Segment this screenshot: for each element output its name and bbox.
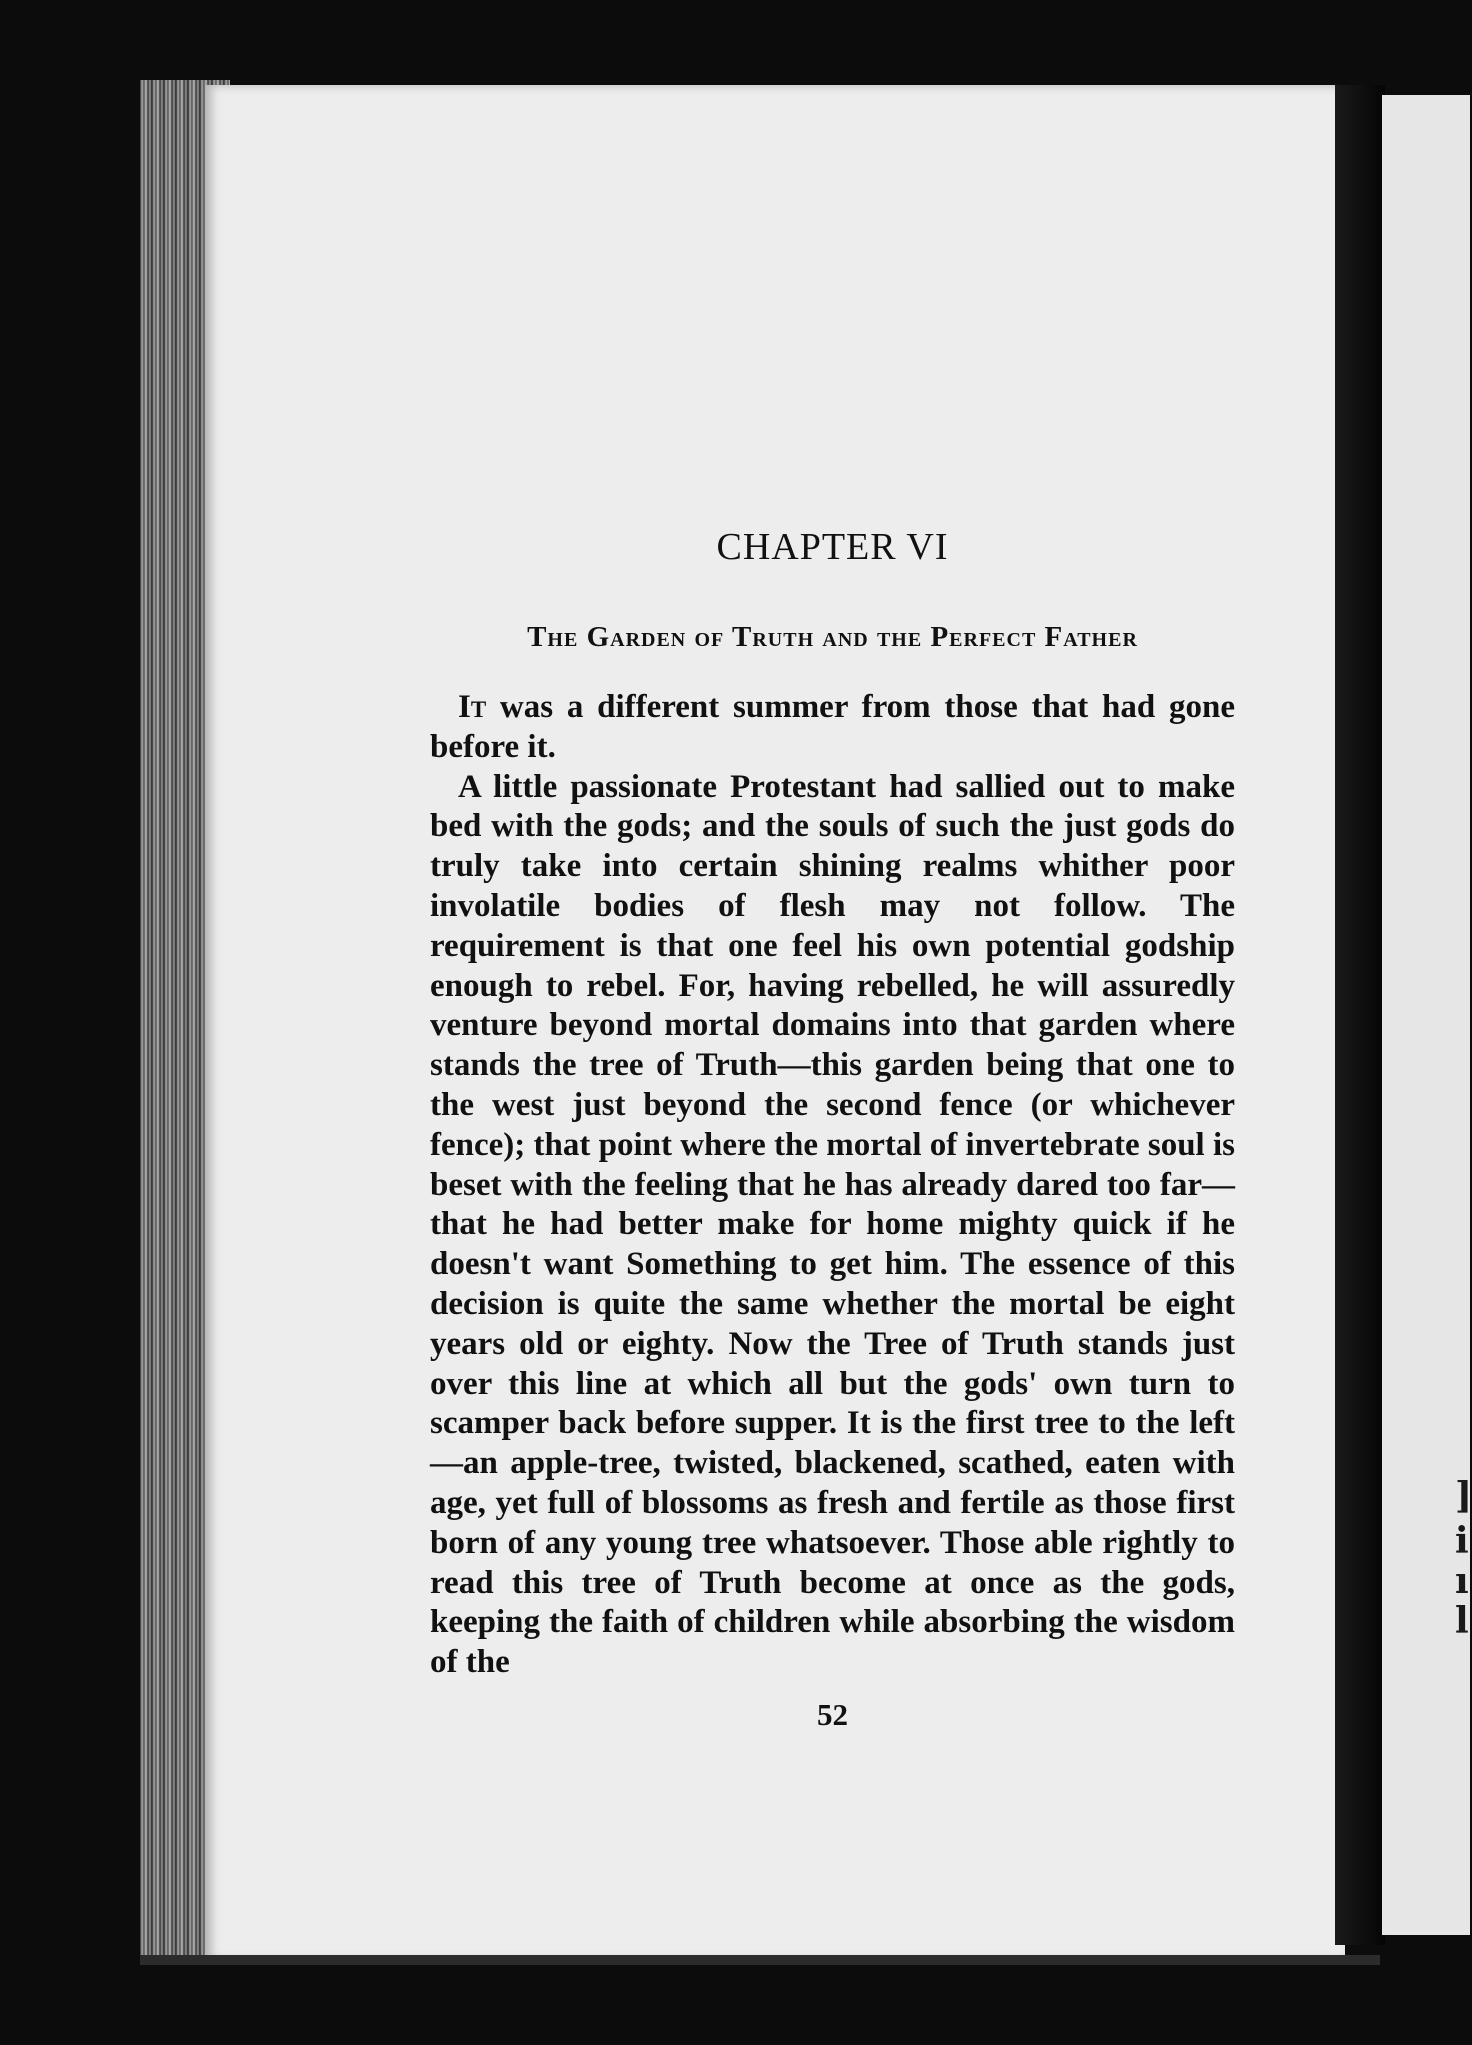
paragraph-text: was a different summer from those that had gone before it. xyxy=(430,689,1235,765)
page-text xyxy=(430,525,1235,1733)
chapter-heading: CHAPTER VI xyxy=(716,526,949,568)
book-gutter xyxy=(1335,85,1385,1945)
page-number: 52 xyxy=(817,1696,848,1732)
facing-page-fragment: ] xyxy=(1455,1475,1472,1517)
facing-page-edge xyxy=(1382,95,1470,1935)
page-bottom-shadow xyxy=(140,1955,1380,1965)
paragraph-lead-word: It xyxy=(458,689,487,725)
paragraph-2 xyxy=(430,768,1235,1683)
paragraph-text: A little passionate Protestant had sallied out to make bed with the gods; and the souls of such the just gods do truly take into certain shining realms whither poor involatile bodies of flesh may not follow. The requirement is that one feel his own potential godship enough to rebel. For, having rebelled, he will assuredly venture beyond mortal domains into that garden where stands the tree of Truth—this garden being that one to the west just beyond the second fence (or whichever fence); that point where the mortal of invertebrate soul is beset with the feeling that he has already dared too far—that he had better make for home mighty quick if he doesn't want Something to get him. The essence of this decision is quite the same whether the mortal be eight years old or eighty. Now the Tree of Truth stands just over this line at which all but the gods' own turn to scamper back before supper. It is the first tree to the left—an apple-tree, twisted, blackened, scathed, eaten with age, yet full of blossoms as fresh and fertile as those first born of any young tree whatsoever. Those able rightly to read this tree of Truth become at once as the gods, keeping the faith of children while absorbing the wisdom of the xyxy=(430,768,1235,1681)
facing-page-fragment: l xyxy=(1455,1600,1469,1642)
paragraph-1 xyxy=(430,688,1235,768)
facing-page-fragment: i xyxy=(1455,1520,1469,1562)
chapter-title: The Garden of Truth and the Perfect Father xyxy=(527,621,1138,653)
facing-page-fragment: ı xyxy=(1455,1560,1469,1602)
